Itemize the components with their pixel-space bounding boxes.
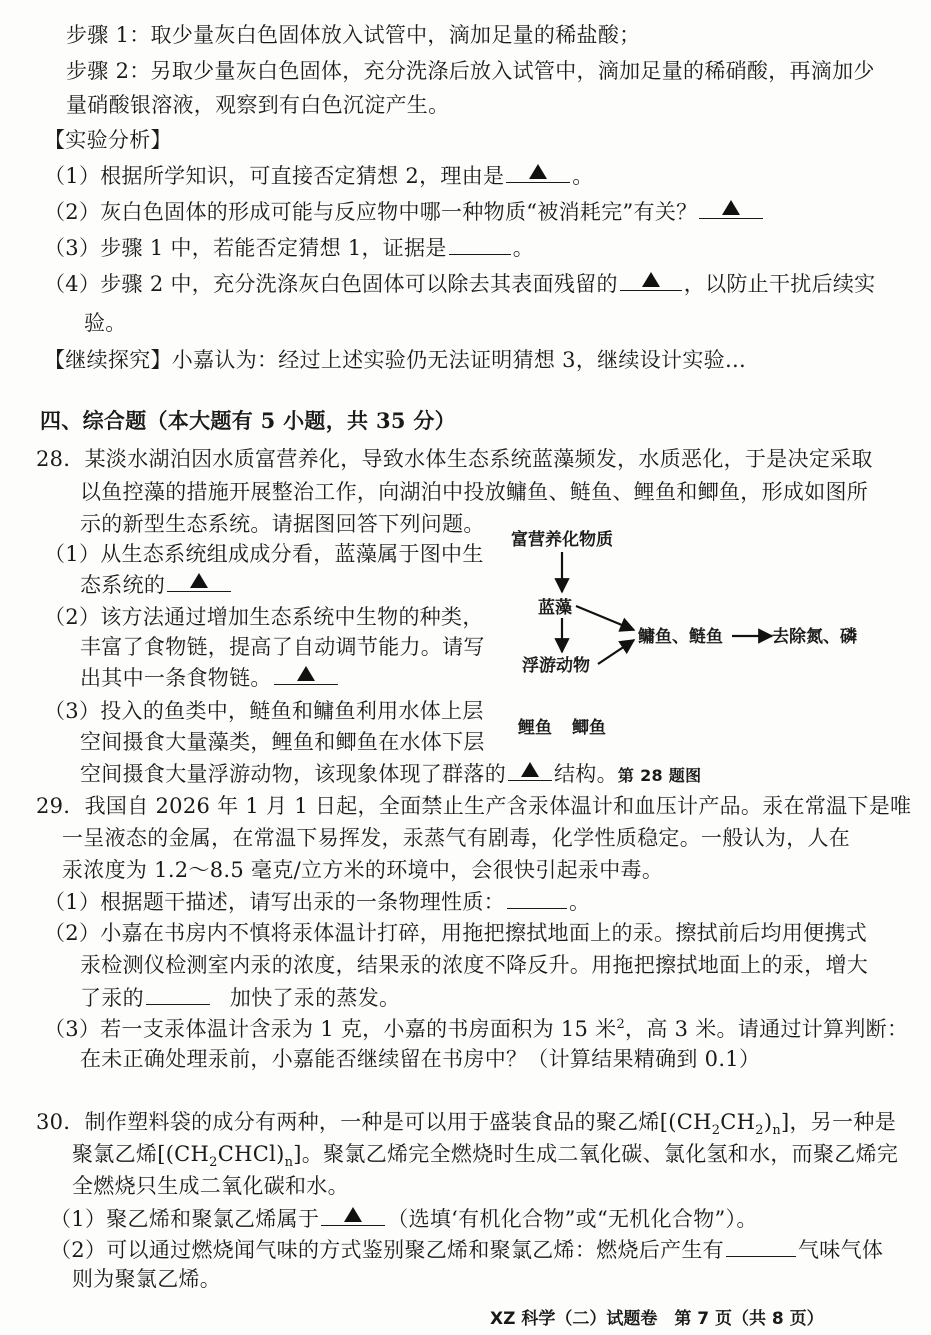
diagram-zooplankton: 浮游动物 bbox=[522, 656, 590, 676]
page-footer: XZ 科学（二）试题卷 第 7 页（共 8 页） bbox=[490, 1309, 824, 1329]
q30-stem bbox=[36, 1109, 897, 1139]
formula-part: ) bbox=[763, 1110, 773, 1134]
answer-blank[interactable] bbox=[620, 270, 682, 291]
q30-text-b-cont: ]。聚氯乙烯完全燃烧时生成二氧化碳、氯化氢和水，而聚乙烯完 bbox=[293, 1142, 899, 1166]
diagram-common-carp: 鲤鱼 bbox=[518, 718, 552, 738]
arrow-algae-to-fish bbox=[576, 606, 634, 630]
q28-3-cont: 空间摄食大量藻类，鲤鱼和鲫鱼在水体下层 bbox=[80, 730, 485, 754]
analysis-q1: （1）根据所学知识，可直接否定猜想 2，理由是 。 bbox=[44, 164, 594, 188]
step-1-text: 步骤 1：取少量灰白色固体放入试管中，滴加足量的稀盐酸； bbox=[66, 23, 641, 47]
q29-3 bbox=[44, 1016, 908, 1042]
triangle-icon bbox=[297, 666, 315, 681]
subscript: 2 bbox=[209, 1155, 218, 1171]
q30-text-b: 聚氯乙烯[(CH bbox=[72, 1142, 210, 1166]
arrow-zooplankton-to-fish bbox=[598, 640, 634, 664]
step-2-text-cont: 量硝酸银溶液，观察到有白色沉淀产生。 bbox=[66, 93, 450, 117]
diagram-algae: 蓝藻 bbox=[538, 598, 572, 618]
triangle-icon bbox=[529, 164, 547, 179]
q29-2-text-end: 加快了汞的蒸发。 bbox=[229, 986, 401, 1010]
q28-1-cont bbox=[80, 571, 233, 598]
triangle-icon bbox=[190, 573, 208, 588]
answer-blank[interactable] bbox=[449, 234, 511, 255]
answer-blank[interactable] bbox=[699, 198, 763, 219]
diagram-silver-bighead-carp: 鳙鱼、鲢鱼 bbox=[638, 627, 723, 647]
answer-blank[interactable] bbox=[146, 984, 210, 1005]
diagram-nutrients: 富营养化物质 bbox=[511, 530, 613, 550]
q29-stem: 29．我国自 2026 年 1 月 1 日起，全面禁止生产含汞体温计和血压计产品。汞在常温下是唯 bbox=[36, 794, 912, 818]
subscript: 2 bbox=[711, 1123, 721, 1139]
analysis-q4 bbox=[44, 270, 875, 297]
q30-stem-cont bbox=[72, 1141, 899, 1171]
q29-2-end bbox=[80, 984, 400, 1011]
q30-2-text-cont: 气味气体 bbox=[797, 1238, 884, 1262]
answer-blank[interactable] bbox=[321, 1205, 385, 1226]
q29-3-end: 在未正确处理汞前，小嘉能否继续留在书房中？（计算结果精确到 0.1） bbox=[80, 1047, 761, 1071]
triangle-icon bbox=[642, 272, 660, 287]
q28-3: （3）投入的鱼类中，鲢鱼和鳙鱼利用水体上层 bbox=[44, 699, 484, 723]
q28-1-text: 态系统的 bbox=[80, 573, 166, 597]
q30-stem-end: 全燃烧只生成二氧化碳和水。 bbox=[72, 1174, 349, 1198]
section-heading: 四、综合题（本大题有 5 小题，共 35 分） bbox=[40, 408, 456, 433]
subscript: 2 bbox=[755, 1123, 764, 1139]
analysis-q4-text-end: 验。 bbox=[84, 311, 127, 335]
continue-exploration: 【继续探究】小嘉认为：经过上述实验仍无法证明猜想 3，继续设计实验… bbox=[44, 348, 747, 372]
analysis-q4-text: （4）步骤 2 中，充分洗涤灰白色固体可以除去其表面残留的 bbox=[44, 272, 618, 296]
q30-1 bbox=[50, 1205, 758, 1232]
q28-2: （2）该方法通过增加生态系统中生物的种类， bbox=[44, 605, 484, 629]
formula-part: CH bbox=[720, 1110, 756, 1134]
analysis-q2-text: （2）灰白色固体的形成可能与反应物中哪一种物质“被消耗完”有关？ bbox=[44, 200, 698, 224]
superscript: 2 bbox=[616, 1017, 626, 1032]
q28-2-cont: 丰富了食物链，提高了自动调节能力。请写 bbox=[80, 635, 485, 659]
step-2-text: 步骤 2：另取少量灰白色固体，充分洗涤后放入试管中，滴加足量的稀硝酸，再滴加少 bbox=[66, 59, 875, 83]
q30-2-end: 则为聚氯乙烯。 bbox=[72, 1267, 222, 1291]
formula-part: CHCl) bbox=[217, 1142, 285, 1166]
q28-stem-cont: 以鱼控藻的措施开展整治工作，向湖泊中投放鳙鱼、鲢鱼、鲤鱼和鲫鱼，形成如图所 bbox=[80, 480, 869, 504]
triangle-icon bbox=[722, 200, 740, 215]
q28-1: （1）从生态系统组成成分看，蓝藻属于图中生 bbox=[44, 542, 484, 566]
q29-1: （1）根据题干描述，请写出汞的一条物理性质： 。 bbox=[44, 890, 591, 914]
q28-3-end bbox=[80, 760, 701, 789]
diagram-arrows bbox=[500, 540, 800, 680]
answer-blank[interactable] bbox=[506, 162, 570, 183]
q28-2-text: 出其中一条食物链。 bbox=[80, 666, 272, 690]
analysis-q4-text-cont: ，以防止干扰后续实 bbox=[683, 272, 876, 296]
analysis-q3: （3）步骤 1 中，若能否定猜想 1，证据是 。 bbox=[44, 236, 535, 260]
answer-blank[interactable] bbox=[726, 1236, 796, 1257]
q28-3-text: 空间摄食大量浮游动物，该现象体现了群落的 bbox=[80, 762, 506, 786]
triangle-icon bbox=[344, 1207, 362, 1222]
analysis-heading: 【实验分析】 bbox=[44, 128, 172, 152]
q29-stem-cont: 一呈液态的金属，在常温下易挥发，汞蒸气有剧毒，化学性质稳定。一般认为，人在 bbox=[62, 826, 851, 850]
q30-1-text-end: （选填‘有机化合物”或“无机化合物”）。 bbox=[387, 1207, 758, 1231]
q29-3-text-cont: ，高 3 米。请通过计算判断： bbox=[625, 1017, 909, 1041]
answer-blank[interactable] bbox=[167, 571, 231, 592]
answer-blank[interactable] bbox=[508, 760, 552, 781]
triangle-icon bbox=[521, 762, 539, 777]
q28-2-end bbox=[80, 664, 340, 691]
q30-text-cont: ]，另一种是 bbox=[781, 1110, 897, 1134]
figure-caption: 第 28 题图 bbox=[617, 766, 702, 785]
analysis-q3-text: （3）步骤 1 中，若能否定猜想 1，证据是 bbox=[44, 236, 447, 260]
q29-stem-end: 汞浓度为 1.2～8.5 毫克/立方米的环境中，会很快引起汞中毒。 bbox=[62, 858, 664, 882]
analysis-q2 bbox=[44, 198, 765, 225]
q30-text: 30．制作塑料袋的成分有两种，一种是可以用于盛装食品的聚乙烯[(CH bbox=[36, 1110, 712, 1134]
diagram-crucian-carp: 鲫鱼 bbox=[572, 718, 606, 738]
q28-3-text-end: 结构。 bbox=[554, 762, 618, 786]
subscript: n bbox=[284, 1155, 294, 1171]
q29-2-cont: 汞检测仪检测室内汞的浓度，结果汞的浓度不降反升。用拖把擦拭地面上的汞，增大 bbox=[80, 953, 869, 977]
q30-2 bbox=[50, 1236, 883, 1263]
answer-blank[interactable] bbox=[507, 888, 567, 909]
answer-blank[interactable] bbox=[274, 664, 338, 685]
q29-1-text: （1）根据题干描述，请写出汞的一条物理性质： bbox=[44, 890, 505, 914]
subscript: n bbox=[772, 1123, 782, 1139]
q29-2: （2）小嘉在书房内不慎将汞体温计打碎，用拖把擦拭地面上的汞。擦拭前后均用便携式 bbox=[44, 921, 868, 945]
q29-3-text: （3）若一支汞体温计含汞为 1 克，小嘉的书房面积为 15 米 bbox=[44, 1017, 617, 1041]
analysis-q1-text: （1）根据所学知识，可直接否定猜想 2，理由是 bbox=[44, 164, 505, 188]
q28-stem-end: 示的新型生态系统。请据图回答下列问题。 bbox=[80, 512, 485, 536]
q30-1-text: （1）聚乙烯和聚氯乙烯属于 bbox=[50, 1207, 320, 1231]
q28-stem: 28．某淡水湖泊因水质富营养化，导致水体生态系统蓝藻频发，水质恶化，于是决定采取 bbox=[36, 447, 873, 471]
q29-2-text: 了汞的 bbox=[80, 986, 144, 1010]
q30-2-text: （2）可以通过燃烧闻气味的方式鉴别聚乙烯和聚氯乙烯：燃烧后产生有 bbox=[50, 1238, 724, 1262]
diagram-removal: 去除氮、磷 bbox=[772, 627, 857, 647]
